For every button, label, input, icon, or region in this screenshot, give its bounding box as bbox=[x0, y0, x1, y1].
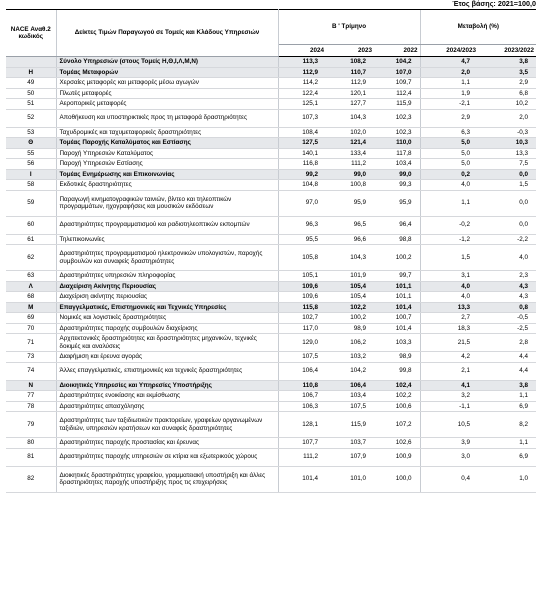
row-value-2022: 117,8 bbox=[374, 148, 420, 159]
row-change-2023-2022: 13,3 bbox=[478, 148, 536, 159]
row-value-2022: 100,6 bbox=[374, 401, 420, 412]
row-change-2024-2023: 13,3 bbox=[420, 302, 478, 313]
row-change-2023-2022: 0,8 bbox=[478, 302, 536, 313]
row-value-2022: 100,9 bbox=[374, 448, 420, 466]
row-name: Τομέας Ενημέρωσης και Επικοινωνίας bbox=[56, 169, 278, 180]
row-value-2024: 107,5 bbox=[278, 352, 326, 363]
row-name: Δραστηριότητες προγραμματισμού ηλεκτρονικών υπολογιστών, παροχής συμβουλών και συναφείς δραστηριότητες bbox=[56, 245, 278, 271]
row-code: 68 bbox=[6, 292, 56, 303]
row-change-2024-2023: 4,0 bbox=[420, 180, 478, 191]
row-name: Αρχιτεκτονικές δραστηριότητες και δραστηριότητες μηχανικών, τεχνικές δοκιμές και αναλύσεις bbox=[56, 334, 278, 352]
row-value-2023: 102,2 bbox=[326, 302, 374, 313]
row-change-2024-2023: 1,1 bbox=[420, 78, 478, 89]
row-value-2024: 97,0 bbox=[278, 190, 326, 216]
row-code: Λ bbox=[6, 281, 56, 292]
row-value-2023: 99,0 bbox=[326, 169, 374, 180]
row-value-2024: 113,3 bbox=[278, 57, 326, 68]
row-change-2024-2023: -1,2 bbox=[420, 234, 478, 245]
row-value-2022: 99,8 bbox=[374, 362, 420, 380]
row-value-2022: 101,1 bbox=[374, 292, 420, 303]
row-change-2024-2023: 5,0 bbox=[420, 148, 478, 159]
ppi-services-table bbox=[6, 9, 536, 493]
row-value-2024: 99,2 bbox=[278, 169, 326, 180]
row-name: Διαφήμιση και έρευνα αγοράς bbox=[56, 352, 278, 363]
table-row bbox=[6, 109, 536, 127]
row-code: 74 bbox=[6, 362, 56, 380]
row-name: Δραστηριότητες παροχής προστασίας και έρευνας bbox=[56, 438, 278, 449]
row-value-2022: 110,0 bbox=[374, 138, 420, 149]
row-value-2022: 100,0 bbox=[374, 466, 420, 492]
row-value-2023: 104,3 bbox=[326, 109, 374, 127]
change-header-2023-2022: 2023/2022 bbox=[478, 45, 536, 57]
row-value-2023: 101,9 bbox=[326, 271, 374, 282]
row-name: Δραστηριότητες υπηρεσιών πληροφορίας bbox=[56, 271, 278, 282]
row-value-2023: 103,4 bbox=[326, 391, 374, 402]
row-name: Εκδοτικές δραστηριότητες bbox=[56, 180, 278, 191]
row-change-2024-2023: 2,1 bbox=[420, 362, 478, 380]
table-row bbox=[6, 245, 536, 271]
row-value-2023: 103,2 bbox=[326, 352, 374, 363]
row-name: Σύνολο Υπηρεσιών (στους Τομείς Η,Θ,Ι,Λ,Μ,Ν) bbox=[56, 57, 278, 68]
row-change-2024-2023: 1,9 bbox=[420, 88, 478, 99]
row-value-2023: 102,0 bbox=[326, 127, 374, 138]
row-change-2024-2023: 3,9 bbox=[420, 438, 478, 449]
row-value-2022: 102,3 bbox=[374, 109, 420, 127]
row-change-2023-2022: -2,2 bbox=[478, 234, 536, 245]
change-header-2024-2023: 2024/2023 bbox=[420, 45, 478, 57]
row-name: Τομέας Παροχής Καταλύματος και Εστίασης bbox=[56, 138, 278, 149]
row-value-2023: 133,4 bbox=[326, 148, 374, 159]
row-value-2022: 103,4 bbox=[374, 159, 420, 170]
nace-code-header: NACE Αναθ.2 κωδικός bbox=[6, 10, 56, 57]
table-row bbox=[6, 302, 536, 313]
row-value-2023: 106,2 bbox=[326, 334, 374, 352]
row-change-2023-2022: 4,4 bbox=[478, 362, 536, 380]
row-value-2022: 103,3 bbox=[374, 334, 420, 352]
row-code: 80 bbox=[6, 438, 56, 449]
row-value-2024: 112,9 bbox=[278, 67, 326, 78]
row-value-2024: 109,6 bbox=[278, 292, 326, 303]
row-change-2023-2022: 10,2 bbox=[478, 99, 536, 110]
row-name: Τηλεπικοινωνίες bbox=[56, 234, 278, 245]
year-header-2023: 2023 bbox=[326, 45, 374, 57]
row-name: Αποθήκευση και υποστηρικτικές προς τη μεταφορά δραστηριότητες bbox=[56, 109, 278, 127]
row-change-2023-2022: 8,2 bbox=[478, 412, 536, 438]
row-change-2024-2023: 0,2 bbox=[420, 169, 478, 180]
row-value-2024: 107,7 bbox=[278, 438, 326, 449]
row-name: Δραστηριότητες προγραμματισμού και ραδιοτηλεοπτικών εκπομπών bbox=[56, 216, 278, 234]
row-value-2024: 95,5 bbox=[278, 234, 326, 245]
row-name: Παραγωγή κινηματογραφικών ταινιών, βίντεο και τηλεοπτικών προγραμμάτων, ηχογραφήσεις και μουσικών εκδόσεων bbox=[56, 190, 278, 216]
table-row bbox=[6, 362, 536, 380]
row-change-2023-2022: 1,1 bbox=[478, 391, 536, 402]
row-code: 63 bbox=[6, 271, 56, 282]
row-change-2023-2022: 3,5 bbox=[478, 67, 536, 78]
row-change-2024-2023: 4,0 bbox=[420, 281, 478, 292]
row-change-2024-2023: 21,5 bbox=[420, 334, 478, 352]
row-value-2024: 105,1 bbox=[278, 271, 326, 282]
row-value-2022: 107,2 bbox=[374, 412, 420, 438]
table-row bbox=[6, 127, 536, 138]
row-value-2023: 111,2 bbox=[326, 159, 374, 170]
row-value-2024: 127,5 bbox=[278, 138, 326, 149]
row-name: Χερσαίες μεταφορές και μεταφορές μέσω αγωγών bbox=[56, 78, 278, 89]
row-value-2022: 100,7 bbox=[374, 313, 420, 324]
row-change-2024-2023: -1,1 bbox=[420, 401, 478, 412]
table-row bbox=[6, 401, 536, 412]
row-value-2024: 106,4 bbox=[278, 362, 326, 380]
row-change-2023-2022: -0,5 bbox=[478, 313, 536, 324]
change-header: Μεταβολή (%) bbox=[420, 10, 536, 45]
row-value-2024: 108,4 bbox=[278, 127, 326, 138]
row-value-2022: 115,9 bbox=[374, 99, 420, 110]
row-change-2023-2022: 3,8 bbox=[478, 57, 536, 68]
row-change-2024-2023: 4,2 bbox=[420, 352, 478, 363]
row-change-2024-2023: 4,0 bbox=[420, 292, 478, 303]
row-name: Παροχή Υπηρεσιών Εστίασης bbox=[56, 159, 278, 170]
table-row bbox=[6, 448, 536, 466]
row-name: Δραστηριότητες ενοικίασης και εκμίσθωσης bbox=[56, 391, 278, 402]
row-change-2024-2023: 4,7 bbox=[420, 57, 478, 68]
row-code: Θ bbox=[6, 138, 56, 149]
row-value-2022: 98,8 bbox=[374, 234, 420, 245]
row-change-2023-2022: 0,0 bbox=[478, 190, 536, 216]
row-value-2023: 104,2 bbox=[326, 362, 374, 380]
row-code: 56 bbox=[6, 159, 56, 170]
row-change-2024-2023: -2,1 bbox=[420, 99, 478, 110]
row-change-2023-2022: 2,9 bbox=[478, 78, 536, 89]
row-value-2024: 96,3 bbox=[278, 216, 326, 234]
row-code: 61 bbox=[6, 234, 56, 245]
row-value-2022: 98,9 bbox=[374, 352, 420, 363]
row-change-2023-2022: 6,8 bbox=[478, 88, 536, 99]
row-value-2023: 104,3 bbox=[326, 245, 374, 271]
row-value-2023: 121,4 bbox=[326, 138, 374, 149]
row-value-2024: 128,1 bbox=[278, 412, 326, 438]
row-value-2023: 127,7 bbox=[326, 99, 374, 110]
table-row bbox=[6, 380, 536, 391]
row-name: Δραστηριότητες παροχής υπηρεσιών σε κτίρια και εξωτερικούς χώρους bbox=[56, 448, 278, 466]
row-value-2023: 100,8 bbox=[326, 180, 374, 191]
row-value-2022: 100,2 bbox=[374, 245, 420, 271]
row-change-2024-2023: 1,5 bbox=[420, 245, 478, 271]
row-name: Άλλες επαγγελματικές, επιστημονικές και τεχνικές δραστηριότητες bbox=[56, 362, 278, 380]
row-change-2023-2022: 6,9 bbox=[478, 448, 536, 466]
row-change-2023-2022: 10,3 bbox=[478, 138, 536, 149]
row-value-2024: 125,1 bbox=[278, 99, 326, 110]
year-header-2024: 2024 bbox=[278, 45, 326, 57]
row-change-2024-2023: 2,9 bbox=[420, 109, 478, 127]
table-row bbox=[6, 57, 536, 68]
row-value-2024: 104,8 bbox=[278, 180, 326, 191]
row-code: 58 bbox=[6, 180, 56, 191]
row-change-2023-2022: 1,0 bbox=[478, 466, 536, 492]
row-change-2024-2023: 5,0 bbox=[420, 138, 478, 149]
row-change-2023-2022: 4,3 bbox=[478, 281, 536, 292]
row-code: 52 bbox=[6, 109, 56, 127]
row-value-2022: 101,4 bbox=[374, 302, 420, 313]
row-name: Νομικές και λογιστικές δραστηριότητες bbox=[56, 313, 278, 324]
row-value-2022: 107,0 bbox=[374, 67, 420, 78]
row-code bbox=[6, 57, 56, 68]
row-code: Ν bbox=[6, 380, 56, 391]
row-value-2023: 105,4 bbox=[326, 281, 374, 292]
row-code: Μ bbox=[6, 302, 56, 313]
row-value-2023: 95,9 bbox=[326, 190, 374, 216]
table-row bbox=[6, 67, 536, 78]
row-value-2023: 106,4 bbox=[326, 380, 374, 391]
year-header-2022: 2022 bbox=[374, 45, 420, 57]
row-value-2023: 100,2 bbox=[326, 313, 374, 324]
row-code: 49 bbox=[6, 78, 56, 89]
row-change-2024-2023: 2,7 bbox=[420, 313, 478, 324]
row-code: 70 bbox=[6, 323, 56, 334]
row-value-2022: 109,7 bbox=[374, 78, 420, 89]
quarter-header: Β ' Τρίμηνο bbox=[278, 10, 420, 45]
table-row bbox=[6, 438, 536, 449]
row-value-2022: 99,3 bbox=[374, 180, 420, 191]
row-value-2023: 112,9 bbox=[326, 78, 374, 89]
row-code: 62 bbox=[6, 245, 56, 271]
row-code: 69 bbox=[6, 313, 56, 324]
row-name: Πλωτές μεταφορές bbox=[56, 88, 278, 99]
row-value-2022: 101,1 bbox=[374, 281, 420, 292]
row-value-2022: 104,2 bbox=[374, 57, 420, 68]
row-name: Δραστηριότητες των ταξιδιωτικών πρακτορείων, γραφείων οργανωμένων ταξιδιών, υπηρεσιών κρατήσεων και συναφείς δραστηριότητες bbox=[56, 412, 278, 438]
row-value-2023: 108,2 bbox=[326, 57, 374, 68]
row-value-2022: 102,4 bbox=[374, 380, 420, 391]
row-code: 79 bbox=[6, 412, 56, 438]
row-value-2022: 102,6 bbox=[374, 438, 420, 449]
row-value-2023: 101,0 bbox=[326, 466, 374, 492]
table-row bbox=[6, 78, 536, 89]
row-value-2024: 117,0 bbox=[278, 323, 326, 334]
row-change-2023-2022: 1,1 bbox=[478, 438, 536, 449]
row-change-2023-2022: 4,4 bbox=[478, 352, 536, 363]
row-name: Διοικητικές Υπηρεσίες και Υπηρεσίες Υποστήριξης bbox=[56, 380, 278, 391]
table-row bbox=[6, 391, 536, 402]
row-value-2024: 101,4 bbox=[278, 466, 326, 492]
row-value-2024: 107,3 bbox=[278, 109, 326, 127]
row-value-2023: 96,5 bbox=[326, 216, 374, 234]
row-value-2023: 98,9 bbox=[326, 323, 374, 334]
row-change-2023-2022: -0,3 bbox=[478, 127, 536, 138]
row-value-2022: 96,4 bbox=[374, 216, 420, 234]
row-value-2022: 99,7 bbox=[374, 271, 420, 282]
row-value-2024: 129,0 bbox=[278, 334, 326, 352]
row-name: Δραστηριότητες παροχής συμβουλών διαχείρισης bbox=[56, 323, 278, 334]
row-value-2024: 116,8 bbox=[278, 159, 326, 170]
row-code: 50 bbox=[6, 88, 56, 99]
row-value-2022: 102,2 bbox=[374, 391, 420, 402]
row-change-2023-2022: 4,0 bbox=[478, 245, 536, 271]
table-row bbox=[6, 169, 536, 180]
row-change-2023-2022: 6,9 bbox=[478, 401, 536, 412]
row-code: Η bbox=[6, 67, 56, 78]
row-change-2023-2022: 3,8 bbox=[478, 380, 536, 391]
row-code: 53 bbox=[6, 127, 56, 138]
row-change-2024-2023: 3,0 bbox=[420, 448, 478, 466]
row-change-2024-2023: 3,2 bbox=[420, 391, 478, 402]
row-value-2024: 115,8 bbox=[278, 302, 326, 313]
table-row bbox=[6, 313, 536, 324]
row-value-2023: 105,4 bbox=[326, 292, 374, 303]
table-row bbox=[6, 271, 536, 282]
row-value-2024: 110,8 bbox=[278, 380, 326, 391]
row-name: Διοικητικές δραστηριότητες γραφείου, γραμματειακή υποστήριξη και άλλες δραστηριότητες παροχής υποστήριξης προς τις επιχειρήσεις bbox=[56, 466, 278, 492]
row-name: Παροχή Υπηρεσιών Καταλύματος bbox=[56, 148, 278, 159]
row-name: Επαγγελματικές, Επιστημονικές και Τεχνικές Υπηρεσίες bbox=[56, 302, 278, 313]
row-value-2024: 109,6 bbox=[278, 281, 326, 292]
row-code: Ι bbox=[6, 169, 56, 180]
row-change-2023-2022: 0,0 bbox=[478, 169, 536, 180]
row-value-2022: 102,3 bbox=[374, 127, 420, 138]
row-value-2024: 102,7 bbox=[278, 313, 326, 324]
row-code: 82 bbox=[6, 466, 56, 492]
table-row bbox=[6, 412, 536, 438]
row-code: 59 bbox=[6, 190, 56, 216]
row-value-2022: 112,4 bbox=[374, 88, 420, 99]
row-value-2024: 111,2 bbox=[278, 448, 326, 466]
row-value-2022: 101,4 bbox=[374, 323, 420, 334]
row-value-2022: 99,0 bbox=[374, 169, 420, 180]
row-value-2023: 107,5 bbox=[326, 401, 374, 412]
row-change-2023-2022: 7,5 bbox=[478, 159, 536, 170]
row-value-2024: 106,7 bbox=[278, 391, 326, 402]
table-row bbox=[6, 99, 536, 110]
row-code: 78 bbox=[6, 401, 56, 412]
row-change-2024-2023: 18,3 bbox=[420, 323, 478, 334]
row-value-2024: 114,2 bbox=[278, 78, 326, 89]
row-value-2023: 96,6 bbox=[326, 234, 374, 245]
row-code: 55 bbox=[6, 148, 56, 159]
row-value-2023: 103,7 bbox=[326, 438, 374, 449]
table-body bbox=[6, 57, 536, 493]
table-row bbox=[6, 216, 536, 234]
row-code: 77 bbox=[6, 391, 56, 402]
table-row bbox=[6, 190, 536, 216]
row-name: Ταχυδρομικές και ταχυμεταφορικές δραστηριότητες bbox=[56, 127, 278, 138]
row-value-2024: 105,8 bbox=[278, 245, 326, 271]
row-change-2024-2023: 6,3 bbox=[420, 127, 478, 138]
row-change-2024-2023: 1,1 bbox=[420, 190, 478, 216]
row-value-2022: 95,9 bbox=[374, 190, 420, 216]
row-change-2024-2023: 2,0 bbox=[420, 67, 478, 78]
row-code: 71 bbox=[6, 334, 56, 352]
table-row bbox=[6, 234, 536, 245]
row-change-2023-2022: 4,3 bbox=[478, 292, 536, 303]
row-code: 60 bbox=[6, 216, 56, 234]
table-title-header: Δείκτες Τιμών Παραγωγού σε Τομείς και Κλάδους Υπηρεσιών bbox=[56, 10, 278, 57]
row-value-2023: 107,9 bbox=[326, 448, 374, 466]
row-value-2024: 140,1 bbox=[278, 148, 326, 159]
row-value-2024: 106,3 bbox=[278, 401, 326, 412]
row-change-2023-2022: -2,5 bbox=[478, 323, 536, 334]
row-change-2024-2023: 0,4 bbox=[420, 466, 478, 492]
row-name: Αεροπορικές μεταφορές bbox=[56, 99, 278, 110]
row-change-2024-2023: 4,1 bbox=[420, 380, 478, 391]
row-name: Διαχείριση ακίνητης περιουσίας bbox=[56, 292, 278, 303]
row-change-2023-2022: 2,0 bbox=[478, 109, 536, 127]
row-change-2023-2022: 1,5 bbox=[478, 180, 536, 191]
row-change-2023-2022: 2,3 bbox=[478, 271, 536, 282]
row-code: 73 bbox=[6, 352, 56, 363]
row-change-2024-2023: 10,5 bbox=[420, 412, 478, 438]
row-change-2024-2023: 3,1 bbox=[420, 271, 478, 282]
table-row bbox=[6, 466, 536, 492]
base-year-note: Έτος βάσης: 2021=100,0 bbox=[452, 0, 536, 8]
row-code: 81 bbox=[6, 448, 56, 466]
table-row bbox=[6, 334, 536, 352]
table-row bbox=[6, 281, 536, 292]
row-change-2023-2022: 2,8 bbox=[478, 334, 536, 352]
row-name: Τομέας Μεταφορών bbox=[56, 67, 278, 78]
table-row bbox=[6, 292, 536, 303]
row-name: Διαχείριση Ακίνητης Περιουσίας bbox=[56, 281, 278, 292]
row-change-2023-2022: 0,0 bbox=[478, 216, 536, 234]
table-row bbox=[6, 159, 536, 170]
row-code: 51 bbox=[6, 99, 56, 110]
table-row bbox=[6, 323, 536, 334]
row-value-2023: 110,7 bbox=[326, 67, 374, 78]
table-row bbox=[6, 138, 536, 149]
row-value-2023: 115,9 bbox=[326, 412, 374, 438]
row-change-2024-2023: -0,2 bbox=[420, 216, 478, 234]
row-value-2024: 122,4 bbox=[278, 88, 326, 99]
row-change-2024-2023: 5,0 bbox=[420, 159, 478, 170]
table-row bbox=[6, 148, 536, 159]
table-row bbox=[6, 180, 536, 191]
row-value-2023: 120,1 bbox=[326, 88, 374, 99]
table-row bbox=[6, 88, 536, 99]
row-name: Δραστηριότητες απασχόλησης bbox=[56, 401, 278, 412]
table-row bbox=[6, 352, 536, 363]
